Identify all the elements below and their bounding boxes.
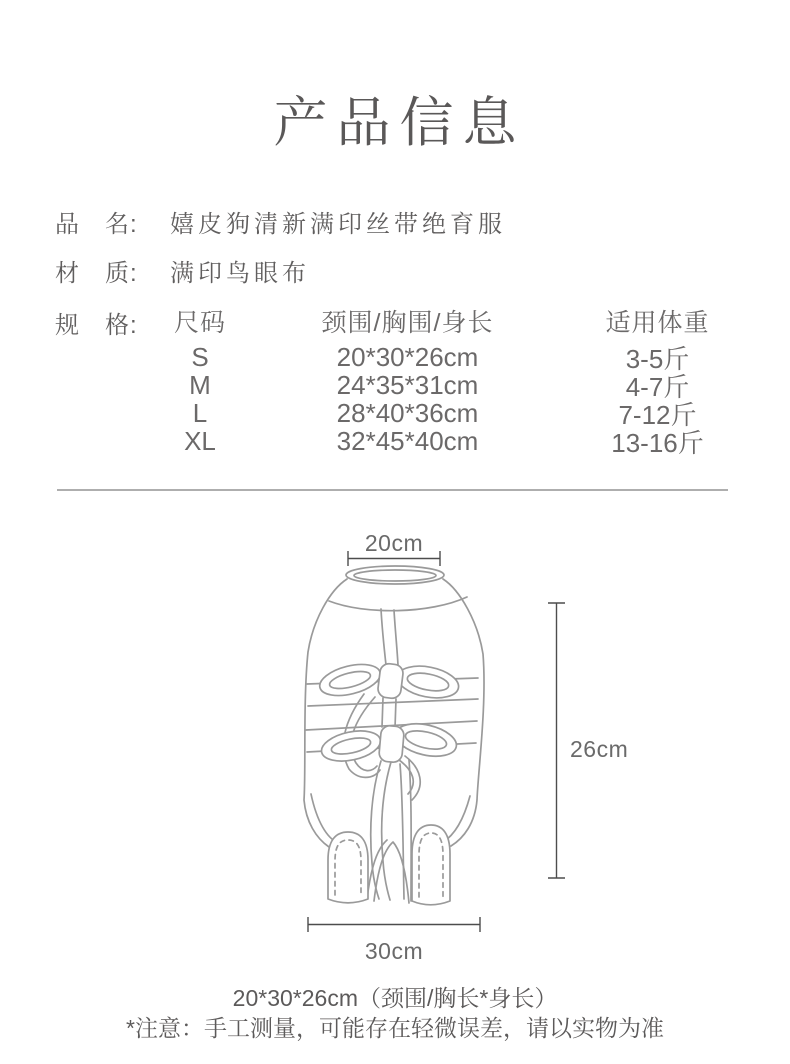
spec-header-weight: 适用体重 (605, 309, 710, 337)
weight-cell: 3-5斤 (625, 344, 690, 374)
table-row (140, 395, 760, 430)
spec-header-dims: 颈围/胸围/身长 (321, 309, 494, 337)
material-row (55, 253, 765, 288)
footnote (0, 983, 790, 1043)
spec-table-header-row (140, 303, 760, 339)
spec-header-size: 尺码 (173, 309, 226, 337)
table-row (140, 339, 760, 374)
table-row (140, 367, 760, 402)
dims-cell: 20*30*26cm (336, 342, 479, 372)
weight-cell: 4-7斤 (625, 372, 690, 402)
size-caption: 20*30*26cm（颈围/胸长*身长） (232, 985, 558, 1011)
product-name-label: 品 名: (55, 211, 138, 238)
size-cell: XL (184, 426, 216, 456)
dims-cell: 28*40*36cm (336, 398, 479, 428)
product-name-value: 嬉皮狗清新满印丝带绝育服 (170, 211, 506, 238)
spec-label: 规 格: (55, 312, 138, 339)
material-value: 满印鸟眼布 (170, 260, 310, 287)
product-name-row (55, 204, 765, 239)
size-cell: S (191, 342, 209, 372)
size-cell: L (192, 398, 208, 428)
weight-cell: 13-16斤 (611, 428, 704, 458)
dims-cell: 24*35*31cm (336, 370, 479, 400)
body-length-measure: 26cm (570, 736, 629, 762)
measurement-note: *注意：手工测量，可能存在轻微误差，请以实物为准 (126, 1015, 664, 1041)
weight-cell: 7-12斤 (618, 400, 697, 430)
ribbon-bow-lower (319, 718, 460, 766)
divider (57, 489, 728, 491)
material-label: 材 质: (55, 260, 138, 287)
table-row (140, 423, 760, 458)
size-cell: M (189, 370, 211, 400)
page-title: 产品信息 (273, 93, 526, 153)
ribbon-bow-upper (317, 659, 462, 703)
dims-cell: 32*45*40cm (336, 426, 479, 456)
suit-outline (304, 566, 484, 905)
chest-width-measure: 30cm (364, 938, 424, 964)
neck-width-measure: 20cm (364, 530, 424, 556)
garment-illustration (0, 520, 790, 980)
spec-table (140, 303, 760, 458)
